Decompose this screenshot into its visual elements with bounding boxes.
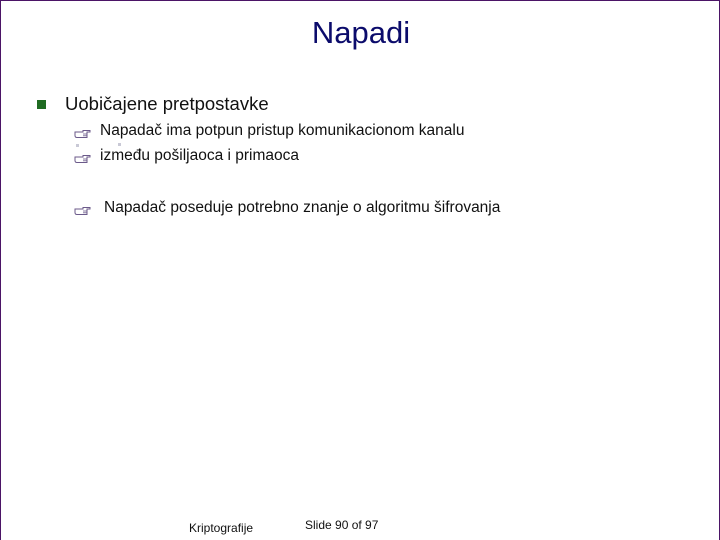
decorative-speck [118, 143, 121, 146]
subbullet-text: Napadač ima potpun pristup komunikacionom kanalu [100, 122, 465, 139]
pointing-hand-icon [74, 203, 92, 213]
subbullet-3 [74, 199, 500, 217]
slide-title: Napadi [311, 15, 411, 50]
subbullet-2 [74, 147, 299, 165]
subbullet-text: između pošiljaoca i primaoca [100, 147, 300, 164]
footer-slide-number: Slide 90 of 97 [305, 518, 379, 532]
decorative-speck [76, 144, 79, 147]
pointing-hand-icon [74, 126, 92, 136]
bullet-level1 [37, 93, 269, 115]
subbullet-text: Napadač poseduje potrebno znanje o algoritmu šifrovanja [104, 199, 501, 216]
subbullet-1 [74, 122, 464, 140]
footer-course-name: Kriptografije [189, 521, 254, 535]
pointing-hand-icon [74, 151, 92, 161]
square-bullet-icon [37, 100, 46, 109]
bullet-text: Uobičajene pretpostavke [65, 93, 269, 114]
